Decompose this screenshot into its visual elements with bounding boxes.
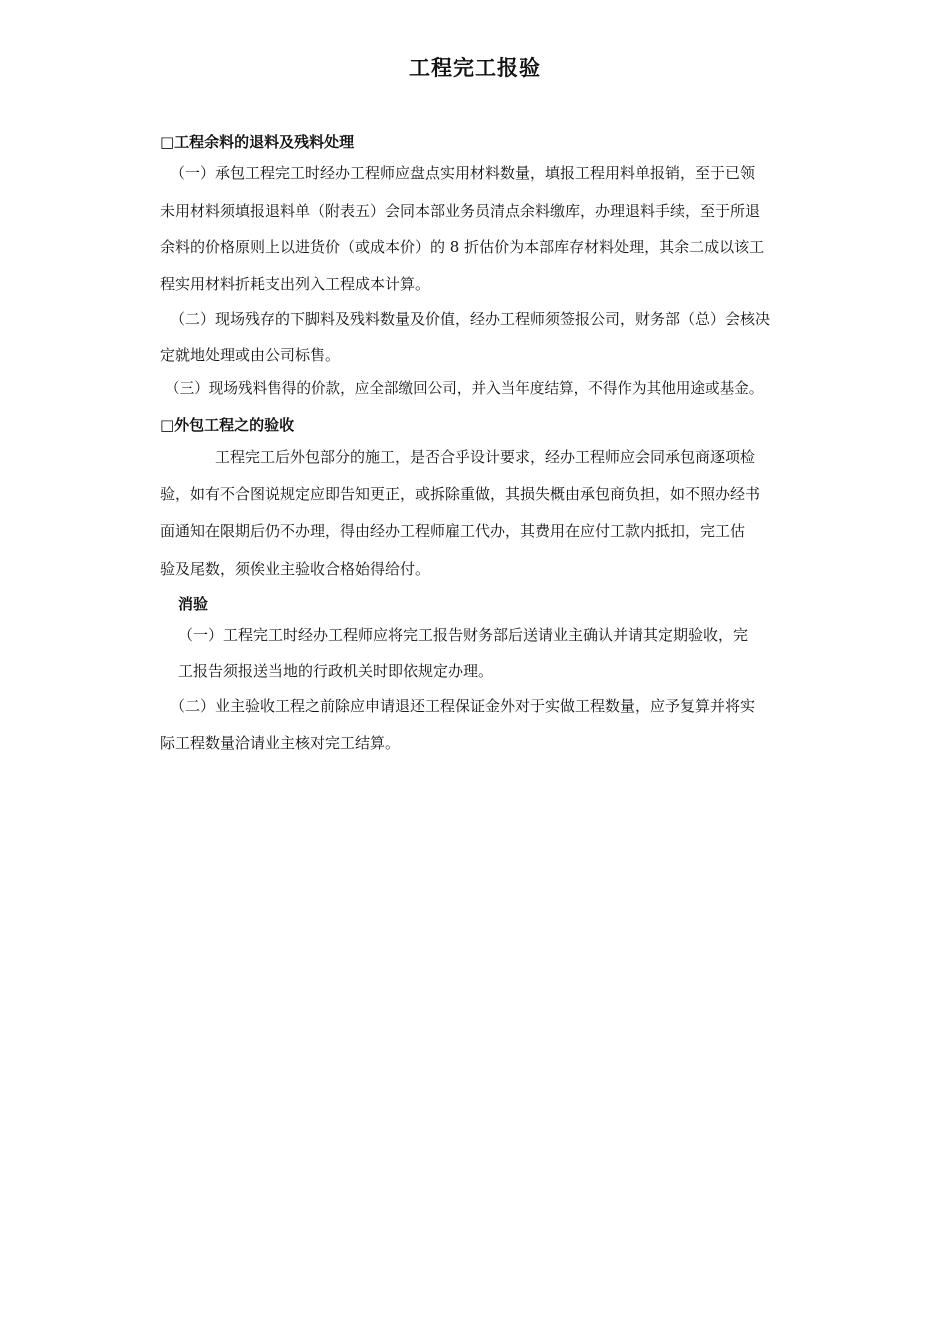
document-title: 工程完工报验 xyxy=(409,56,541,80)
paragraph-line: 验，如有不合图说规定应即告知更正，或拆除重做，其损失概由承包商负担，如不照办经书 xyxy=(160,485,761,503)
paragraph-line: 面通知在限期后仍不办理，得由经办工程师雇工代办，其费用在应付工款内抵扣，完工估 xyxy=(160,522,746,540)
paragraph-line: 工报告须报送当地的行政机关时即依规定办理。 xyxy=(178,662,494,680)
paragraph-line: 际工程数量洽请业主核对完工结算。 xyxy=(160,734,401,752)
paragraph-line: （一）承包工程完工时经办工程师应盘点实用材料数量，填报工程用料单报销，至于已领 xyxy=(170,164,756,182)
paragraph-line: （二）现场残存的下脚料及残料数量及价值，经办工程师须签报公司，财务部（总）会核决 xyxy=(170,310,771,328)
paragraph-line: （三）现场残料售得的价款，应全部缴回公司，并入当年度结算，不得作为其他用途或基金。 xyxy=(165,380,764,397)
section-heading-subcontract-acceptance: □外包工程之的验收 xyxy=(160,416,295,434)
paragraph-line: 工程完工后外包部分的施工，是否合乎设计要求，经办工程师应会同承包商逐项检 xyxy=(215,448,756,466)
paragraph-line: 验及尾数，须俟业主验收合格始得给付。 xyxy=(160,560,431,578)
section-heading-leftover-materials: □工程余料的退料及残料处理 xyxy=(160,133,355,151)
paragraph-line: 余料的价格原则上以进货价（或成本价）的 8 折估价为本部库存材料处理，其余二成以该工 xyxy=(160,238,765,256)
paragraph-line: （一）工程完工时经办工程师应将完工报告财务部后送请业主确认并请其定期验收，完 xyxy=(178,626,749,644)
paragraph-line: 未用材料须填报退料单（附表五）会同本部业务员清点余料缴库，办理退料手续，至于所退 xyxy=(160,202,761,220)
paragraph-line: 程实用材料折耗支出列入工程成本计算。 xyxy=(160,275,431,293)
section-heading-final-inspection: 消验 xyxy=(178,595,209,613)
paragraph-line: （二）业主验收工程之前除应申请退还工程保证金外对于实做工程数量，应予复算并将实 xyxy=(170,697,756,715)
paragraph-line: 定就地处理或由公司标售。 xyxy=(160,346,341,364)
